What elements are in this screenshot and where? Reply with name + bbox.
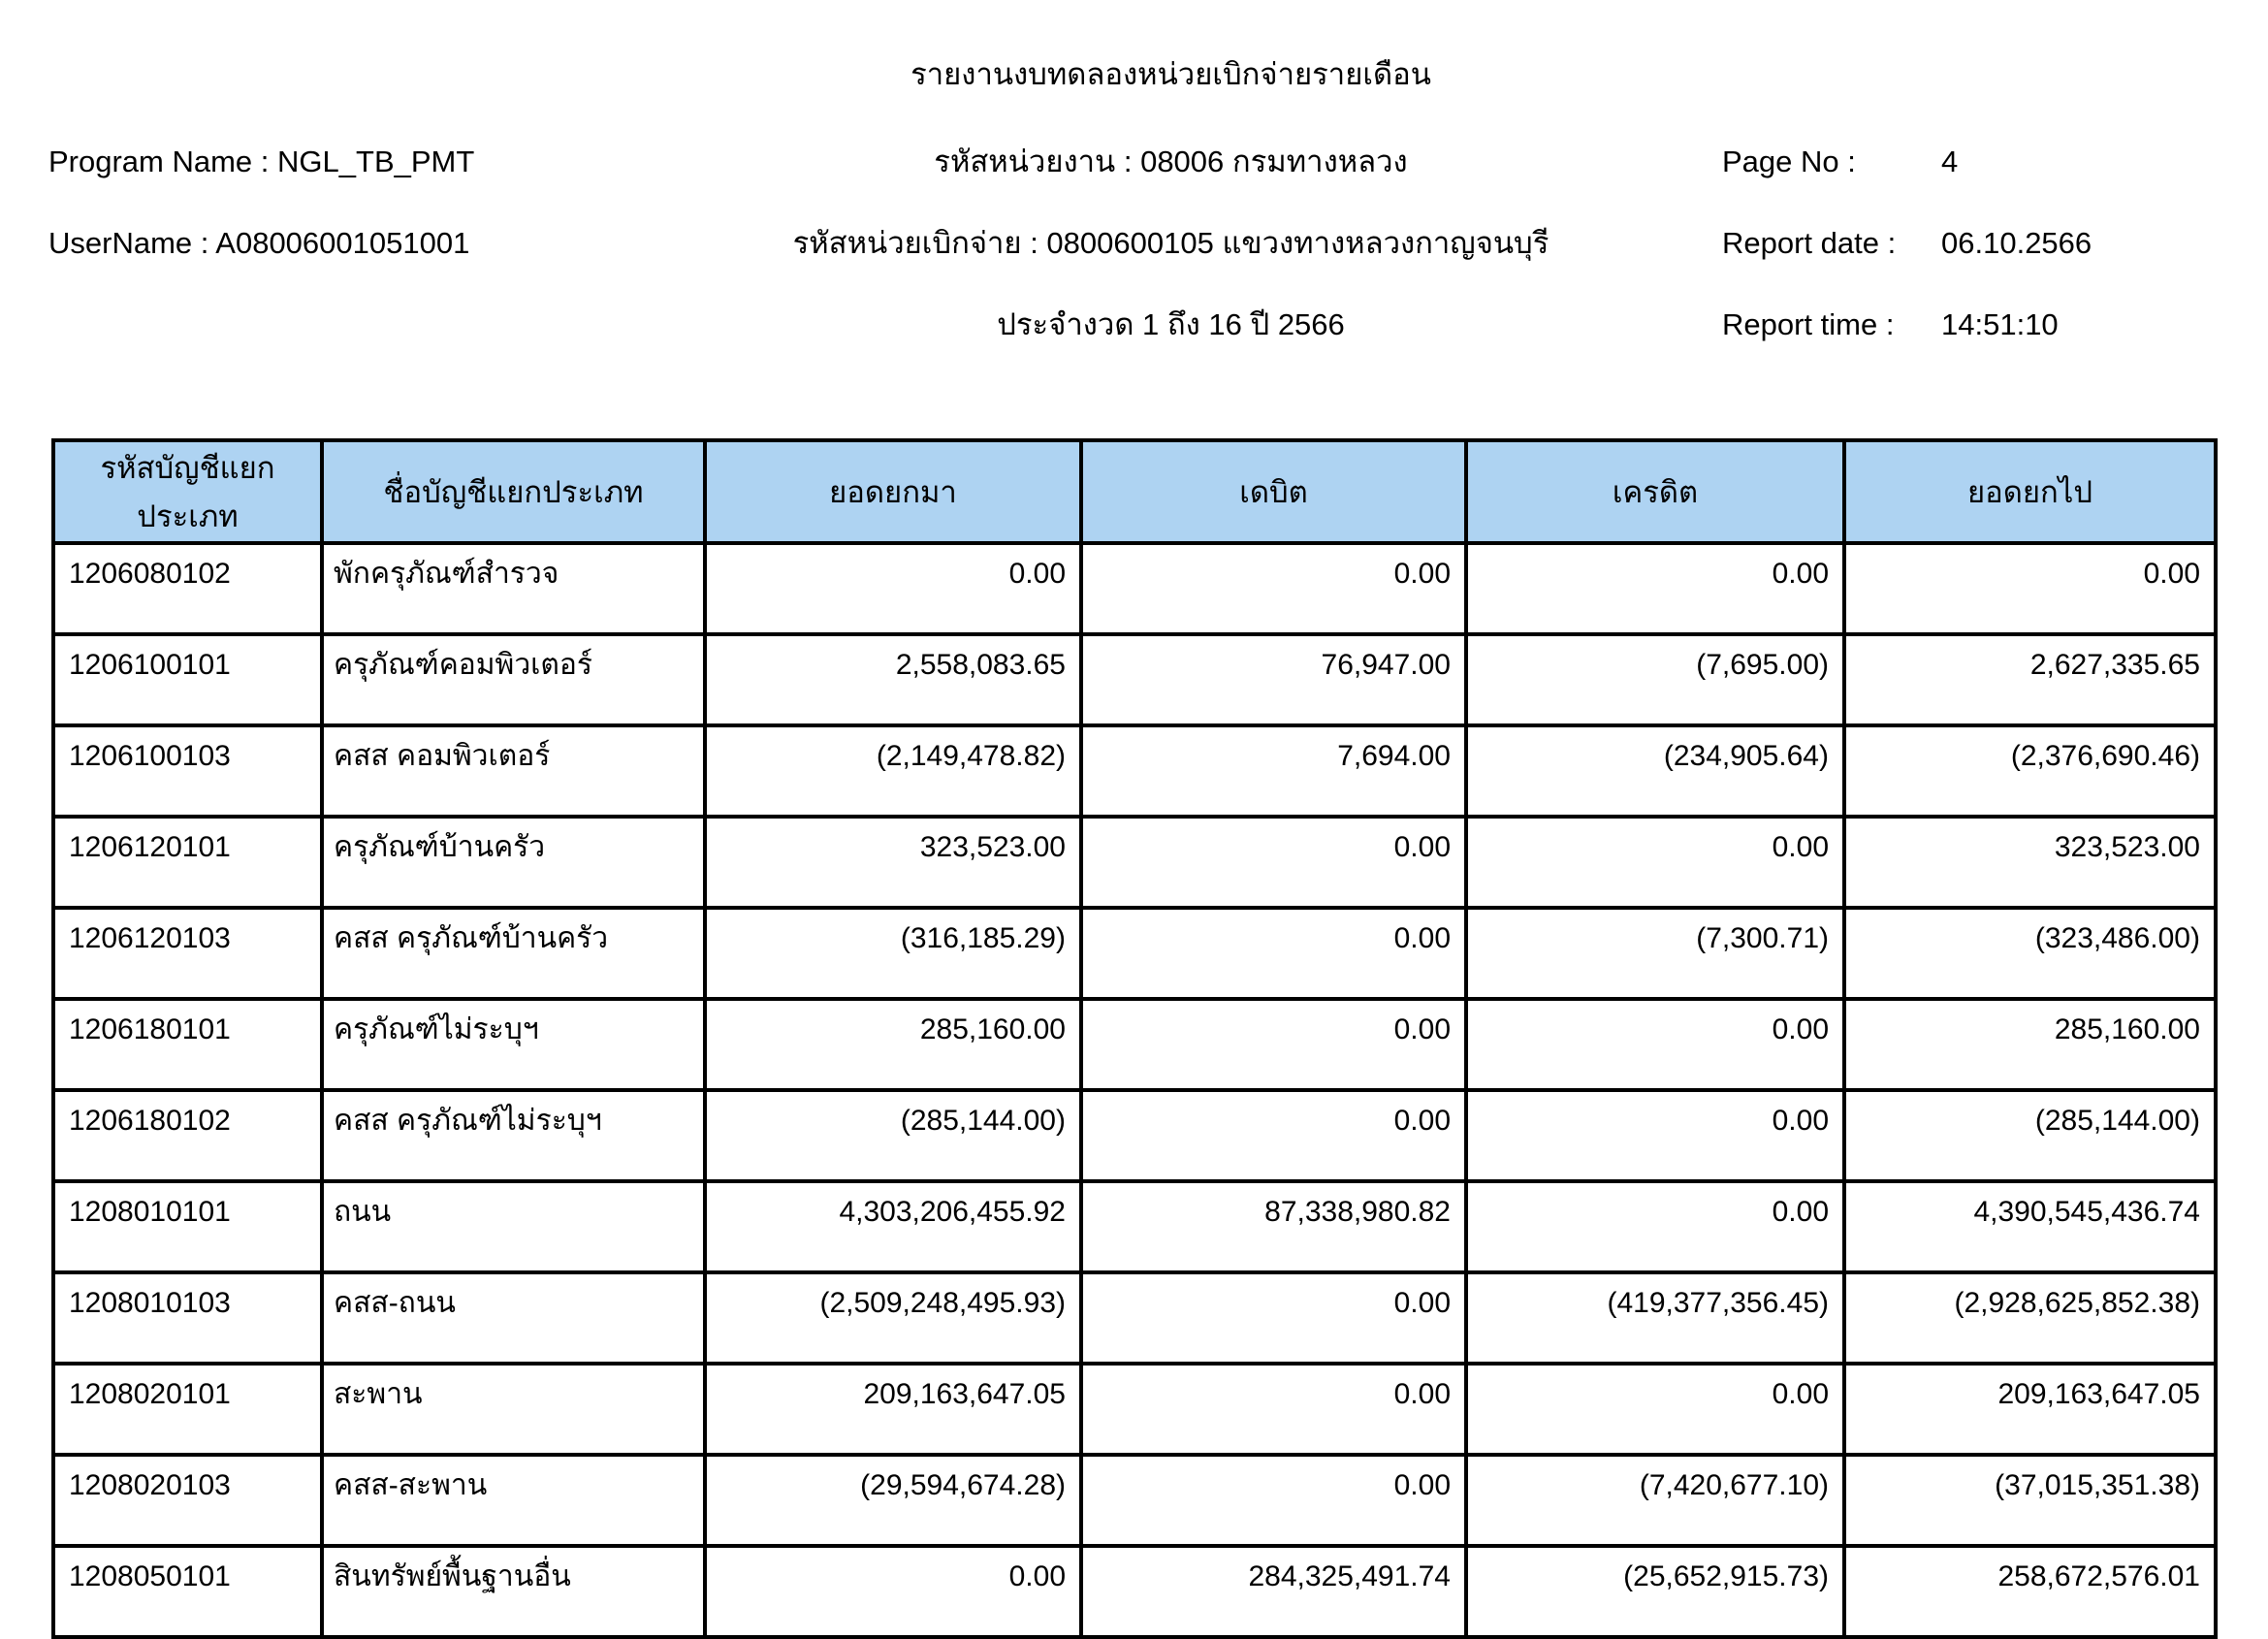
cell-account-name: คสส คอมพิวเตอร์	[322, 725, 705, 817]
cell-account-name: คสส ครุภัณฑ์บ้านครัว	[322, 908, 705, 999]
cell-debit: 0.00	[1081, 999, 1466, 1090]
cell-opening-balance: 285,160.00	[705, 999, 1081, 1090]
cell-credit: 0.00	[1466, 817, 1844, 908]
table-row	[53, 1546, 2216, 1637]
cell-debit: 0.00	[1081, 1364, 1466, 1455]
cell-account-name: คสส-ถนน	[322, 1272, 705, 1364]
cell-opening-balance: (316,185.29)	[705, 908, 1081, 999]
program-name-label: Program Name :	[48, 145, 270, 178]
period-line: ประจำงวด 1 ถึง 16 ปี 2566	[997, 307, 1345, 341]
cell-account-code: 1206080102	[53, 543, 322, 634]
table-header-row	[53, 440, 2216, 543]
cell-opening-balance: 4,303,206,455.92	[705, 1181, 1081, 1272]
table-row	[53, 999, 2216, 1090]
cell-closing-balance: (2,376,690.46)	[1844, 725, 2216, 817]
cell-closing-balance: 209,163,647.05	[1844, 1364, 2216, 1455]
cell-debit: 0.00	[1081, 543, 1466, 634]
table-row	[53, 1090, 2216, 1181]
cell-account-code: 1206100101	[53, 634, 322, 725]
report-date-label: Report date :	[1722, 226, 1897, 260]
cell-account-name: คสส ครุภัณฑ์ไม่ระบุฯ	[322, 1090, 705, 1181]
cell-opening-balance: 0.00	[705, 1546, 1081, 1637]
cell-closing-balance: 2,627,335.65	[1844, 634, 2216, 725]
report-time-label: Report time :	[1722, 307, 1895, 341]
cell-debit: 0.00	[1081, 1455, 1466, 1546]
program-name-value: NGL_TB_PMT	[277, 145, 475, 178]
cell-account-code: 1206120101	[53, 817, 322, 908]
cell-credit: (7,300.71)	[1466, 908, 1844, 999]
cell-account-code: 1208020101	[53, 1364, 322, 1455]
cell-debit: 76,947.00	[1081, 634, 1466, 725]
cell-account-code: 1206180102	[53, 1090, 322, 1181]
table-row	[53, 1455, 2216, 1546]
trial-balance-table	[51, 438, 2218, 1639]
cell-account-name: พักครุภัณฑ์สำรวจ	[322, 543, 705, 634]
cell-opening-balance: (2,509,248,495.93)	[705, 1272, 1081, 1364]
cell-opening-balance: (2,149,478.82)	[705, 725, 1081, 817]
cell-debit: 87,338,980.82	[1081, 1181, 1466, 1272]
cell-credit: (7,420,677.10)	[1466, 1455, 1844, 1546]
table-row	[53, 908, 2216, 999]
column-header-closing-balance: ยอดยกไป	[1844, 440, 2216, 543]
cell-credit: (419,377,356.45)	[1466, 1272, 1844, 1364]
cell-account-code: 1208010101	[53, 1181, 322, 1272]
cell-credit: 0.00	[1466, 1364, 1844, 1455]
cell-opening-balance: 2,558,083.65	[705, 634, 1081, 725]
cell-closing-balance: (37,015,351.38)	[1844, 1455, 2216, 1546]
column-header-credit: เครดิต	[1466, 440, 1844, 543]
payment-unit-code-line: รหัสหน่วยเบิกจ่าย : 0800600105 แขวงทางหลวงกาญจนบุรี	[792, 226, 1549, 260]
report-date-value: 06.10.2566	[1941, 226, 2092, 260]
cell-account-name: สินทรัพย์พื้นฐานอื่น	[322, 1546, 705, 1637]
report-time-value: 14:51:10	[1941, 307, 2059, 341]
username-label: UserName :	[48, 226, 209, 260]
cell-debit: 0.00	[1081, 817, 1466, 908]
cell-debit: 0.00	[1081, 1090, 1466, 1181]
cell-opening-balance: (29,594,674.28)	[705, 1455, 1081, 1546]
cell-closing-balance: 4,390,545,436.74	[1844, 1181, 2216, 1272]
table-row	[53, 1364, 2216, 1455]
cell-account-code: 1206100103	[53, 725, 322, 817]
table-row	[53, 1181, 2216, 1272]
cell-opening-balance: (285,144.00)	[705, 1090, 1081, 1181]
cell-closing-balance: (323,486.00)	[1844, 908, 2216, 999]
cell-account-code: 1206180101	[53, 999, 322, 1090]
cell-opening-balance: 323,523.00	[705, 817, 1081, 908]
cell-opening-balance: 0.00	[705, 543, 1081, 634]
cell-debit: 284,325,491.74	[1081, 1546, 1466, 1637]
table-row	[53, 725, 2216, 817]
agency-code-line: รหัสหน่วยงาน : 08006 กรมทางหลวง	[934, 145, 1408, 178]
table-row	[53, 543, 2216, 634]
cell-account-name: ครุภัณฑ์ไม่ระบุฯ	[322, 999, 705, 1090]
cell-account-code: 1206120103	[53, 908, 322, 999]
cell-account-code: 1208010103	[53, 1272, 322, 1364]
cell-account-name: สะพาน	[322, 1364, 705, 1455]
cell-closing-balance: 258,672,576.01	[1844, 1546, 2216, 1637]
cell-account-name: ถนน	[322, 1181, 705, 1272]
cell-closing-balance: (285,144.00)	[1844, 1090, 2216, 1181]
cell-credit: (7,695.00)	[1466, 634, 1844, 725]
username-value: A08006001051001	[215, 226, 470, 260]
cell-opening-balance: 209,163,647.05	[705, 1364, 1081, 1455]
page-no-value: 4	[1941, 145, 1959, 178]
table-row	[53, 634, 2216, 725]
cell-credit: (234,905.64)	[1466, 725, 1844, 817]
cell-account-name: ครุภัณฑ์บ้านครัว	[322, 817, 705, 908]
report-title: รายงานงบทดลองหน่วยเบิกจ่ายรายเดือน	[910, 57, 1431, 91]
table-row	[53, 1272, 2216, 1364]
cell-account-code: 1208020103	[53, 1455, 322, 1546]
cell-credit: 0.00	[1466, 1090, 1844, 1181]
cell-account-code: 1208050101	[53, 1546, 322, 1637]
username-line	[48, 225, 469, 262]
cell-credit: 0.00	[1466, 1181, 1844, 1272]
cell-closing-balance: (2,928,625,852.38)	[1844, 1272, 2216, 1364]
column-header-opening-balance: ยอดยกมา	[705, 440, 1081, 543]
program-name-line	[48, 144, 474, 180]
cell-debit: 7,694.00	[1081, 725, 1466, 817]
cell-closing-balance: 285,160.00	[1844, 999, 2216, 1090]
cell-closing-balance: 323,523.00	[1844, 817, 2216, 908]
page-no-label: Page No :	[1722, 145, 1856, 178]
cell-account-name: คสส-สะพาน	[322, 1455, 705, 1546]
cell-credit: 0.00	[1466, 999, 1844, 1090]
cell-debit: 0.00	[1081, 908, 1466, 999]
cell-debit: 0.00	[1081, 1272, 1466, 1364]
cell-credit: (25,652,915.73)	[1466, 1546, 1844, 1637]
column-header-account-name: ชื่อบัญชีแยกประเภท	[322, 440, 705, 543]
cell-account-name: ครุภัณฑ์คอมพิวเตอร์	[322, 634, 705, 725]
cell-closing-balance: 0.00	[1844, 543, 2216, 634]
column-header-account-code: รหัสบัญชีแยกประเภท	[53, 440, 322, 543]
table-row	[53, 817, 2216, 908]
column-header-debit: เดบิต	[1081, 440, 1466, 543]
cell-credit: 0.00	[1466, 543, 1844, 634]
